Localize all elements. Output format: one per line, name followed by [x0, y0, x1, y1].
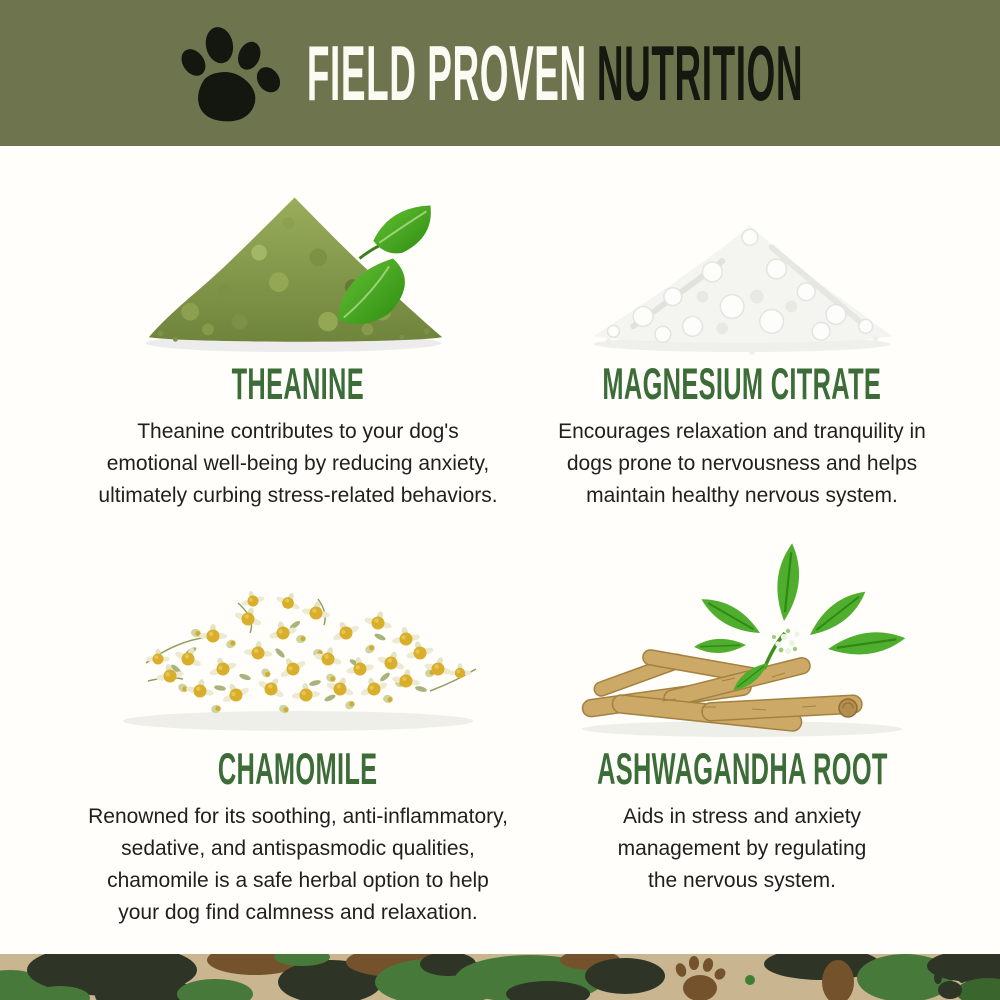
desc-line: Renowned for its soothing, anti-inflammatory,	[88, 805, 508, 828]
card-title	[492, 744, 992, 794]
card-title-text: ASHWAGANDHA ROOT	[596, 744, 888, 794]
desc-line: maintain healthy nervous system.	[586, 484, 898, 507]
ashwagandha-photo	[492, 545, 992, 741]
camouflage-pattern	[0, 954, 1000, 1000]
desc-line: chamomile is a safe herbal option to help	[107, 869, 489, 892]
camo-footer	[0, 954, 1000, 1000]
theanine-photo	[48, 160, 548, 356]
desc-line: the nervous system.	[648, 869, 836, 892]
card-description	[48, 801, 548, 929]
desc-line: Encourages relaxation and tranquility in	[558, 420, 926, 443]
desc-line: management by regulating	[617, 837, 867, 860]
card-ashwagandha-root	[492, 545, 992, 897]
card-title-text: MAGNESIUM CITRATE	[602, 359, 882, 409]
desc-line: dogs prone to nervousness and helps	[566, 452, 918, 475]
chamomile-photo	[48, 545, 548, 741]
title-secondary: NUTRITION	[596, 29, 804, 117]
desc-line: ultimately curbing stress-related behaviors.	[98, 484, 498, 507]
card-magnesium-citrate	[492, 160, 992, 512]
card-title-text: CHAMOMILE	[218, 744, 378, 794]
card-title-text: THEANINE	[231, 359, 365, 409]
card-title	[48, 744, 548, 794]
desc-line: Aids in stress and anxiety	[622, 805, 862, 828]
ashwagandha-roots-illustration	[552, 541, 932, 741]
paw-icon	[172, 24, 288, 124]
green-powder-illustration	[131, 164, 466, 356]
title-primary: FIELD PROVEN	[306, 29, 587, 117]
page-title	[307, 0, 803, 159]
desc-line: sedative, and antispasmodic qualities,	[121, 837, 475, 860]
card-chamomile	[48, 545, 548, 929]
card-title	[492, 359, 992, 409]
header-banner	[0, 0, 1000, 146]
card-description	[48, 416, 548, 512]
desc-line: Theanine contributes to your dog's	[137, 420, 459, 443]
desc-line: emotional well-being by reducing anxiety,	[106, 452, 490, 475]
card-description	[492, 416, 992, 512]
card-description	[492, 801, 992, 897]
magnesium-citrate-photo	[492, 160, 992, 356]
desc-line: your dog find calmness and relaxation.	[118, 901, 478, 924]
card-theanine	[48, 160, 548, 512]
white-powder-illustration	[572, 178, 912, 356]
card-title	[48, 359, 548, 409]
chamomile-flowers-illustration	[88, 541, 508, 741]
